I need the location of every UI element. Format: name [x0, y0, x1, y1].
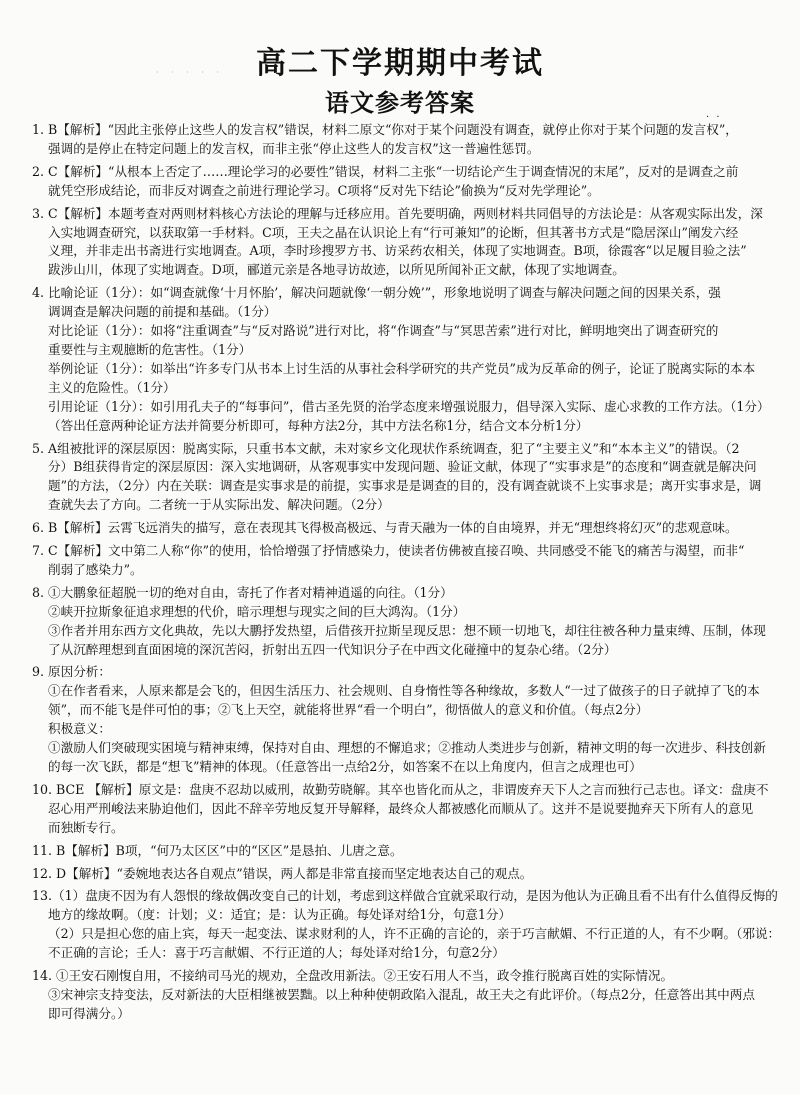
page-title: 高二下学期期中考试 — [256, 46, 544, 81]
answer-line: 主义的危险性。（1分） — [48, 379, 176, 395]
answer-item-q14 — [32, 967, 780, 1024]
answer-line: 10. BCE 【解析】原文是：盘庚不忍劫以威刑，故勤劳晓解。其卒也皆化而从之，非谓废弃天下人之言而独行己志也。译文：盘庚不 — [32, 781, 769, 797]
answer-line: 对比论证（1分）：如将“注重调查”与“反对路说”进行对比，将“作调查”与“冥思苦索”进行对比，鲜明地突出了调查研究的 — [48, 323, 719, 339]
answer-line: ③作者并用东西方文化典故，先以大鹏抒发热望，后借孩开拉斯呈现反思：想不顾一切地飞，却往往被各种力量束缚、压制，体现 — [48, 622, 766, 638]
answer-line: 强调的是停止在特定问题上的发言权，而非主张“停止这些人的发言权”这一普遍性惩罚。 — [48, 140, 540, 156]
answer-line: 举例论证（1分）：如举出“许多专门从书本上讨生活的从事社会科学研究的共产党员”成为反革命的例子，论证了脱离实际的本本 — [48, 360, 756, 376]
page-subtitle: 语文参考答案 — [325, 88, 475, 117]
answer-line: 引用论证（1分）：如引用孔夫子的“每事问”，借古圣先贤的治学态度来增强说服力，倡导深入实际、虚心求教的工作方法。（1分） — [48, 398, 770, 414]
answer-item-q10 — [32, 781, 780, 838]
answer-line: 跋涉山川，体现了实地调查。D项，郦道元亲是各地寻访故迹，以所见所闻补正文献，体现了实地调查。 — [48, 262, 625, 278]
answer-line: 12. D【解析】“委婉地表达各自观点”错误，两人都是非常直接而坚定地表达自己的观点。 — [32, 865, 533, 881]
answer-line: 削弱了感染力”。 — [48, 561, 143, 577]
answer-line: 9. 原因分析： — [32, 664, 111, 680]
answer-item-q12 — [32, 865, 780, 884]
answer-line: 查就失去了方向。二者统一于从实际出发、解决问题。（2分） — [48, 497, 390, 513]
answer-line: ①在作者看来，人原来都是会飞的，但因生活压力、社会规则、自身惰性等各种缘故，多数人“一过了做孩子的日子就掉了飞的本 — [48, 683, 760, 699]
answer-item-q13 — [32, 887, 780, 963]
answer-line: 6. B【解析】云霄飞远消失的描写，意在表现其飞得极高极远、与青天融为一体的自由境界，并无“理想终将幻灭”的悲观意味。 — [32, 520, 738, 536]
scan-dots-decoration: · · · · · — [156, 68, 224, 77]
answer-line: 分）B组获得肯定的深层原因：深入实地调研，从客观事实中发现问题、验证文献，体现了“实事求是”的态度和“调查就是解决问 — [48, 459, 757, 475]
answer-line: 7. C【解析】文中第二人称“你”的使用，恰恰增强了抒情感染力，使读者仿佛被直接召唤、共同感受不能飞的痛苦与渴望，而非“ — [32, 543, 745, 559]
answer-line: 题”的方法，（2分）内在关联：调查是实事求是的前提，实事求是是调查的目的，没有调查就谈不上实事求是；离开实事求是，调 — [48, 478, 762, 494]
answer-line: 领”，而不能飞是伴可怕的事；②飞上天空，就能将世界“看一个明白”，彻悟做人的意义和价值。（每点2分） — [48, 702, 649, 718]
answer-line: 就凭空形成结论，而非反对调查之前进行理论学习。C项将“反对先下结论”偷换为“反对先学理论”。 — [48, 182, 600, 198]
answer-item-q2 — [32, 163, 780, 201]
answer-line: 2. C【解析】“从根本上否定了……理论学习的必要性”错误，材料二主张“一切结论产生于调查情况的末尾”，反对的是调查之前 — [32, 163, 739, 179]
answer-item-q4 — [32, 284, 780, 435]
answer-line: 而独断专行。 — [48, 819, 124, 835]
answer-line: 5. A组被批评的深层原因：脱离实际，只重书本文献，未对家乡文化现状作系统调查，犯了“主要主义”和“本本主义”的错误。（2 — [32, 440, 740, 456]
scan-dots-decoration-2: · · — [706, 112, 722, 123]
answer-item-q6 — [32, 519, 780, 538]
answer-line: 3. C【解析】本题考查对两则材料核心方法论的理解与迁移应用。首先要明确，两则材料共同倡导的方法论是：从客观实际出发，深 — [32, 205, 763, 221]
answer-line: ②峡开拉斯象征追求理想的代价，暗示理想与现实之间的巨大鸿沟。（1分） — [48, 603, 466, 619]
answer-list — [32, 121, 780, 1024]
answer-item-q8 — [32, 584, 780, 660]
answer-item-q3 — [32, 205, 780, 281]
answer-line: 义理，并非走出书斋进行实地调查。A项，李时珍搜罗方书、访采药农相关，体现了实地调查。B项，徐霞客“以足履目验之法” — [48, 243, 747, 259]
answer-line: ①激励人们突破现实困境与精神束缚，保持对自由、理想的不懈追求；②推动人类进步与创新，精神文明的每一次进步、科技创新 — [48, 740, 766, 756]
answer-line: 地方的缘故啊。（度：计划；义：适宜；是：认为正确。每处译对给1分，句意1分） — [48, 907, 512, 923]
answer-item-q7 — [32, 542, 780, 580]
answer-line: 1. B【解析】“因此主张停止这些人的发言权”错误，材料二原文“你对于某个问题没有调查，就停止你对于某个问题的发言权”， — [32, 122, 738, 137]
answer-line: 积极意义： — [48, 721, 111, 737]
answer-item-q5 — [32, 440, 780, 516]
answer-line: 11. B【解析】B项，“何乃太区区”中的“区区”是恳拍、儿唐之意。 — [32, 842, 403, 858]
answer-line: 调调查是解决问题的前提和基础。（1分） — [48, 304, 277, 320]
answer-item-q9 — [32, 663, 780, 776]
answer-line: 不正确的言论；壬人：喜于巧言献媚、不行正道的人；每处译对给1分，句意2分） — [48, 945, 505, 961]
answer-line: 14. ①王安石刚愎自用，不接纳司马光的规劝，全盘改用新法。②王安石用人不当，政令推行脱离百姓的实际情况。 — [32, 968, 674, 984]
answer-line: ③宋神宗支持变法，反对新法的大臣相继被罢黜。以上种种使朝政陷入混乱，故王夫之有此评价。（每点2分，任意答出其中两点 — [48, 986, 755, 1002]
answer-item-q11 — [32, 842, 780, 861]
answer-line: （答出任意两种论证方法并简要分析即可，每种方法2分，其中方法名称1分，结合文本分析1分） — [48, 417, 589, 433]
answer-line: 4. 比喻论证（1分）：如“调查就像‘十月怀胎’，解决问题就像‘一朝分娩’”，形象地说明了调查与解决问题之间的因果关系，强 — [32, 285, 721, 301]
answer-line: （2）只是担心您的庙上宾，每天一起变法、谋求财利的人，许不正确的言论的，亲于巧言献媚、不行正道的人，有不少啊。（邪说： — [48, 926, 780, 942]
answer-line: 入实地调查研究，以获取第一手材料。C项，王夫之晶在认识论上有“行可兼知”的论断，但其著书方式是“隐居深山”阐发六经 — [48, 224, 739, 240]
answer-line: 13.（1）盘庚不因为有人怨恨的缘故偶改变自己的计划，考虑到这样做合宜就采取行动，是因为他认为正确且看不出有什么值得反悔的 — [32, 888, 778, 904]
answer-line: 忍心用严刑峻法来胁迫他们，因此不辞辛劳地反复开导解释，最终众人都被感化而顺从了。这并不是说要抛弃天下所有人的意见 — [48, 800, 754, 816]
answer-line: 重要性与主观臆断的危害性。（1分） — [48, 341, 252, 357]
answer-line: 了从沉醉理想到直面困境的深沉苦闷，折射出五四一代知识分子在中西文化碰撞中的复杂心绪。（2分） — [48, 641, 617, 657]
answer-line: 的每一次飞跃，都是“想飞”精神的体现。（任意答出一点给2分，如答案不在以上角度内，但言之成理也可） — [48, 759, 642, 774]
answer-item-q1 — [32, 121, 780, 159]
answer-line: 8. ①大鹏象征超脱一切的绝对自由，寄托了作者对精神逍遥的向往。（1分） — [32, 584, 453, 600]
answer-line: 即可得满分。） — [48, 1005, 130, 1021]
